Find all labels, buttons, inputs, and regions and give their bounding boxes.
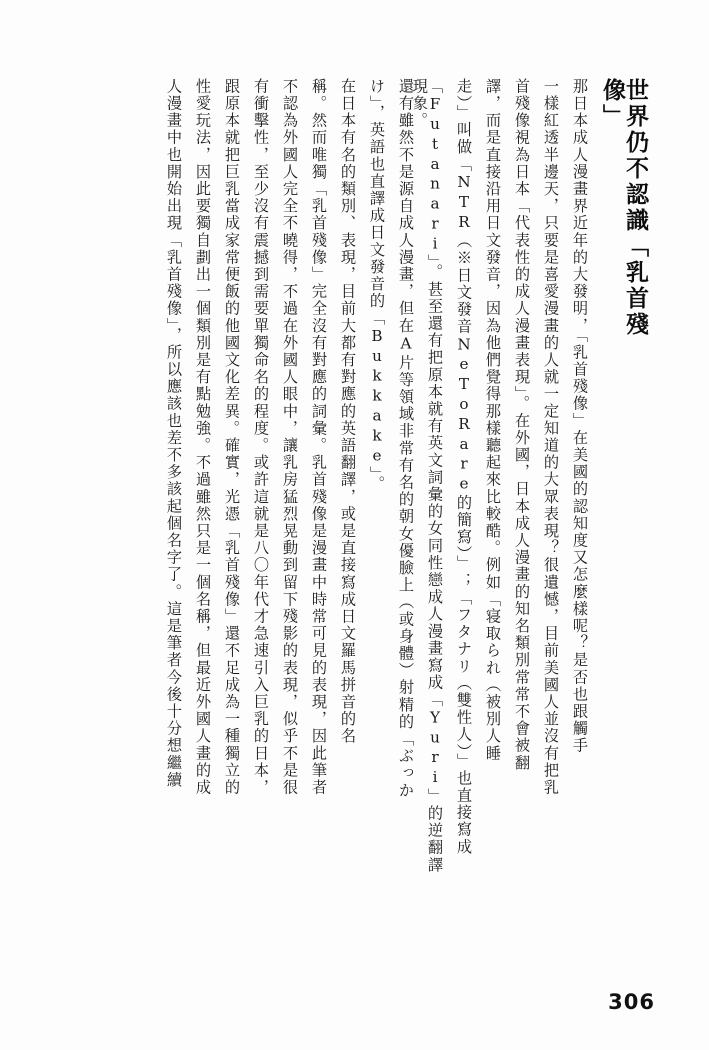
- body-column: 在日本有名的類別、表現，目前大都有對應的英語翻譯，或是直接寫成日文羅馬拼音的名: [339, 78, 357, 745]
- body-column: 不認為外國人完全不曉得，不過在外國人眼中，讓乳房猛烈晃動到留下殘影的表現，似乎不是很: [281, 78, 299, 797]
- body-column: 人漫畫中也開始出現「乳首殘像」，所以應該也差不多該起個名字了。這是筆者今後十分想繼續: [165, 78, 183, 789]
- body-column: 一樣紅透半邊天，只要是喜愛漫畫的人就一定知道的大眾表現？很遺憾，目前美國人並沒有把乳: [542, 78, 560, 797]
- body-column: 「Futanari」。甚至還有把原本就有英文詞彙的女同性戀成人漫畫寫成「Yuri」的逆翻譯現象。: [410, 78, 444, 874]
- body-column: 稱。然而唯獨「乳首殘像」完全沒有對應的詞彙。乳首殘像是漫畫中時常可見的表現，因此筆者: [310, 78, 328, 797]
- body-column: 譯，而是直接沿用日文發音，因為他們覺得那樣聽起來比較酷。例如「寝取られ（被別人睡: [484, 78, 502, 762]
- body-column: け」，英語也直譯成日文發音的「Bukkake」。: [368, 78, 386, 493]
- body-column: 那日本成人漫畫界近年的大發明，「乳首殘像」在美國的認知度又怎麼樣呢？是否也跟觸手: [571, 78, 589, 755]
- page-title: 世界仍不認識「乳首殘像」: [599, 78, 649, 338]
- body-column: 還有雖然不是源自成人漫畫，但在A片等領域非常有名的朝女優臉上（或身體）射精的「ぶっか: [397, 78, 415, 799]
- body-column: 首殘像視為日本「代表性的成人漫畫表現」。在外國，日本成人漫畫的知名類別常常不會被翻: [513, 78, 531, 772]
- page-number: 306: [608, 990, 655, 1014]
- body-column: 有衝擊性，至少沒有震撼到需要單獨命名的程度。或許這就是八〇年代才急速引入巨乳的日本，: [252, 78, 270, 797]
- body-column: 走）」叫做「NTR（※日文發音NeToRare的簡寫）」；「フタナリ（雙性人）」也直接寫成: [455, 78, 473, 856]
- vertical-text-area: [52, 78, 657, 908]
- body-column: 性愛玩法，因此要獨自劃出一個類別是有點勉強。不過雖然只是一個名稱，但最近外國人畫的成: [194, 78, 212, 797]
- body-column: 跟原本就把巨乳當成家常便飯的他國文化差異。確實，光憑「乳首殘像」還不足成為一種獨立的: [223, 78, 241, 797]
